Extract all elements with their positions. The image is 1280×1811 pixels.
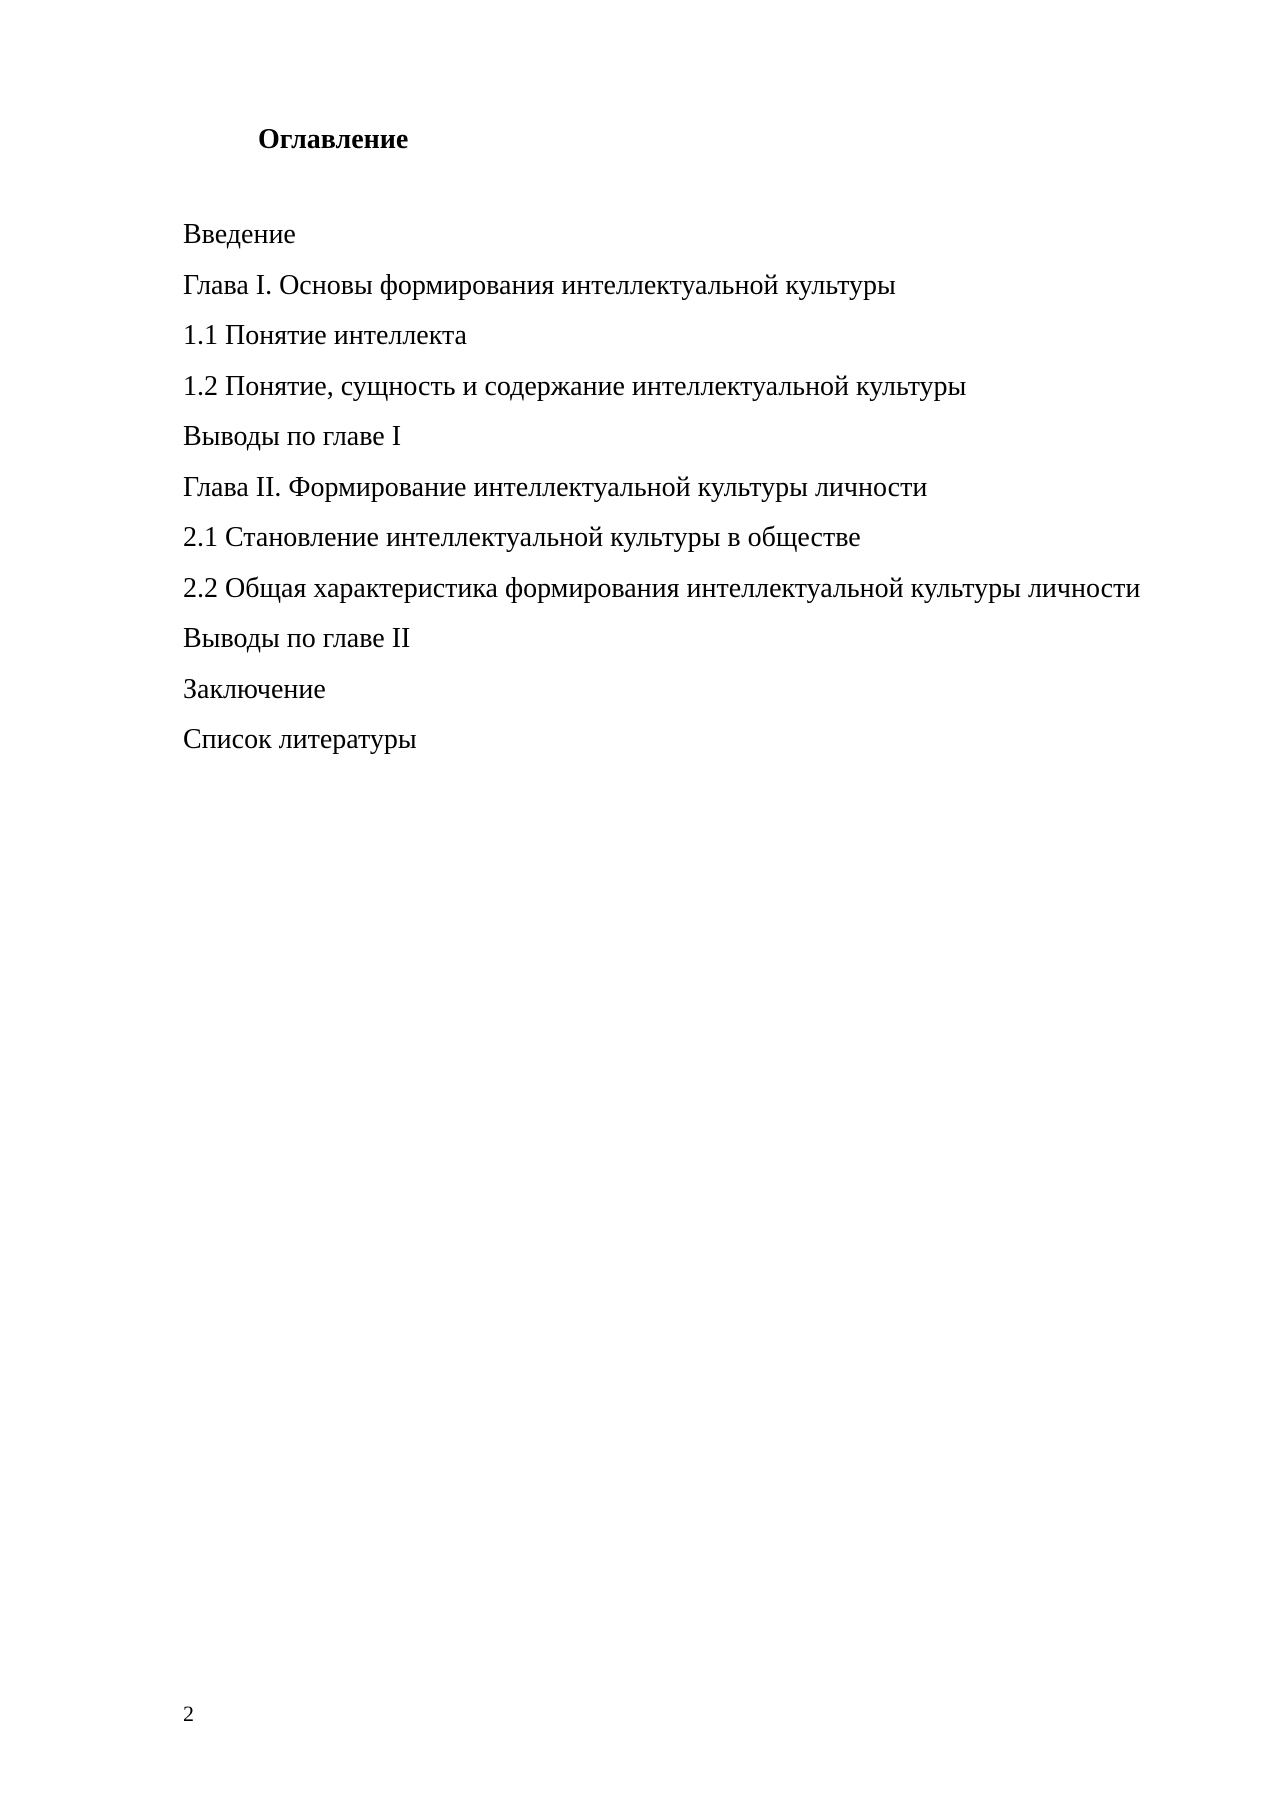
toc-item-section-1-2: 1.2 Понятие, сущность и содержание интеллектуальной культуры — [183, 370, 967, 402]
toc-item-conclusions-chapter-1: Выводы по главе I — [183, 421, 402, 452]
toc-item-conclusions-chapter-2: Выводы по главе II — [183, 623, 411, 654]
toc-item-references: Список литературы — [183, 724, 417, 755]
toc-item-section-2-2: 2.2 Общая характеристика формирования интеллектуальной культуры личности — [183, 572, 1141, 604]
toc-item-chapter-1: Глава I. Основы формирования интеллектуальной культуры — [183, 269, 896, 301]
toc-item-section-1-1: 1.1 Понятие интеллекта — [183, 320, 467, 351]
toc-heading: Оглавление — [258, 124, 409, 155]
toc-item-section-2-1: 2.1 Становление интеллектуальной культуры в обществе — [183, 522, 861, 553]
page-number: 2 — [183, 1701, 194, 1726]
toc-item-conclusion: Заключение — [183, 673, 326, 705]
toc-item-introduction: Введение — [183, 219, 296, 250]
toc-item-chapter-2: Глава II. Формирование интеллектуальной культуры личности — [183, 471, 928, 503]
table-of-contents — [183, 210, 1195, 766]
